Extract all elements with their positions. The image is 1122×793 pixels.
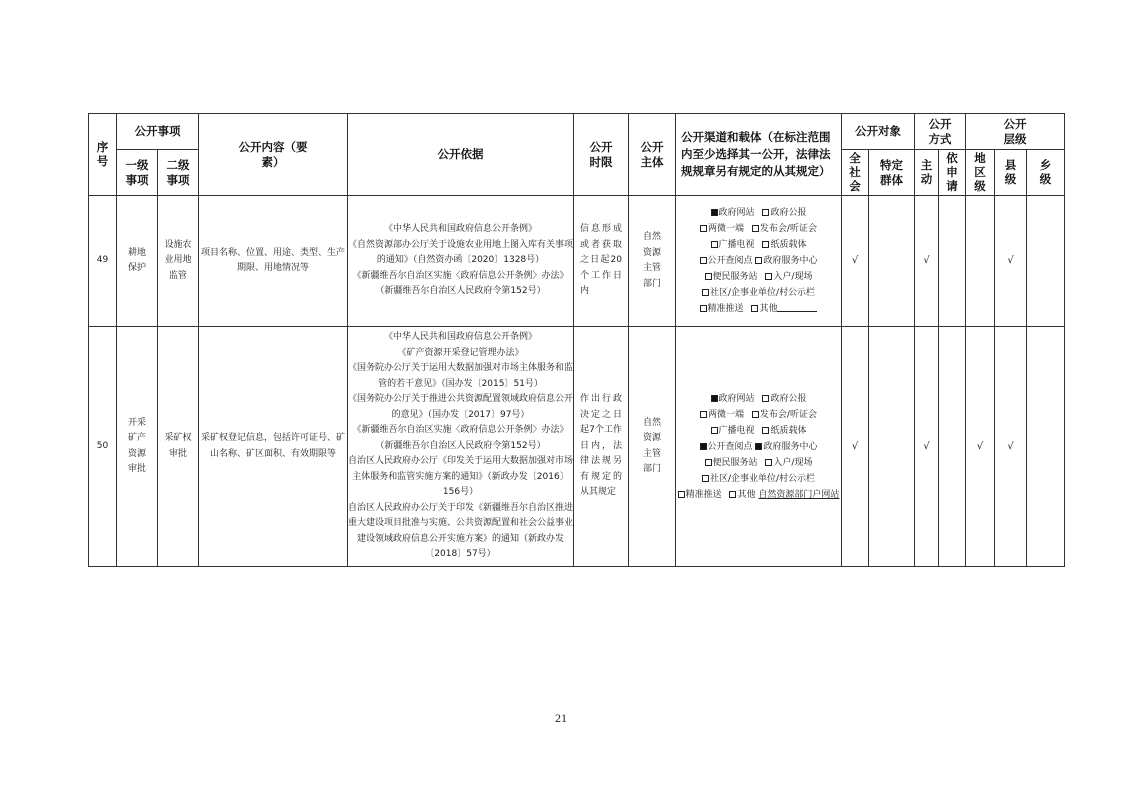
row-level-region [966,196,995,327]
checkbox-empty-icon [711,427,718,434]
basis-item: 《新疆维吾尔自治区实施〈政府信息公开条例〉办法》（新疆维吾尔自治区人民政府令第152号） [352,270,569,297]
checkbox-empty-icon [752,225,759,232]
channel-option: 社区/企事业单位/村公示栏 [702,288,815,298]
row-method-active: √ [915,196,939,327]
header-level1: 一级事项 [117,150,158,196]
channel-option: 精准推送 [700,304,744,314]
checkbox-empty-icon [678,491,685,498]
row-subject: 自然资源主管部门 [629,327,676,567]
row-seq: 49 [89,196,117,327]
row-level-county: √ [995,196,1027,327]
table-row [89,327,1065,567]
basis-item: 自治区人民政府办公厅关于印发《新疆维吾尔自治区推进重大建设项目批准与实施、公共资源配置和社会公益事业建设领域政府信息公开实施方案》的通知（新政办发〔2018〕57号） [348,502,574,560]
checkbox-empty-icon [762,241,769,248]
checkbox-checked-icon [711,395,718,402]
channel-option: 广播电视 [711,240,755,250]
header-method-active: 主动 [915,150,939,196]
header-method-apply: 依申请 [939,150,966,196]
channel-option: 其他 自然资源部门户网站 [729,490,839,500]
checkbox-empty-icon [755,257,762,264]
checkbox-empty-icon [711,241,718,248]
row-level-county: √ [995,327,1027,567]
other-blank [777,302,817,312]
channel-option: 便民服务站 [705,458,758,468]
channel-option: 政府网站 [711,208,755,218]
row-level-township [1027,327,1065,567]
checkbox-empty-icon [705,273,712,280]
channel-option: 发布会/听证会 [752,410,817,420]
row-level-township [1027,196,1065,327]
checkbox-empty-icon [762,209,769,216]
basis-item: 《自然资源部办公厅关于设施农业用地上图入库有关事项的通知》（自然资办函〔2020〕1328号） [348,239,574,266]
header-content: 公开内容（要素） [199,114,348,196]
basis-item: 自治区人民政府办公厅《印发关于运用大数据加强对市场主体服务和监管实施方案的通知》（新政办发〔2016〕156号） [348,456,574,498]
row-content: 采矿权登记信息，包括许可证号、矿山名称、矿区面积、有效期限等 [199,327,348,567]
row-level2: 设施农业用地监管 [158,196,199,327]
row-target-specific [869,327,915,567]
checkbox-empty-icon [705,459,712,466]
basis-item: 《中华人民共和国政府信息公开条例》 [383,332,537,343]
row-seq: 50 [89,327,117,567]
channel-option: 政府服务中心 [755,256,817,266]
channel-option: 广播电视 [711,426,755,436]
checkbox-checked-icon [755,443,762,450]
row-subject: 自然资源主管部门 [629,196,676,327]
header-target-all: 全社会 [842,150,869,196]
row-method-apply [939,327,966,567]
header-level2: 二级事项 [158,150,199,196]
row-target-all: √ [842,327,869,567]
basis-item: 《矿产资源开采登记管理办法》 [397,347,524,358]
table-row [89,196,1065,327]
checkbox-empty-icon [762,427,769,434]
checkbox-empty-icon [700,225,707,232]
checkbox-empty-icon [751,305,758,312]
checkbox-empty-icon [765,459,772,466]
basis-item: 《中华人民共和国政府信息公开条例》 [383,224,537,235]
checkbox-empty-icon [700,411,707,418]
channel-option: 纸质载体 [762,240,806,250]
header-items: 公开事项 [117,114,199,150]
checkbox-empty-icon [700,257,707,264]
header-level-county: 县级 [995,150,1027,196]
row-level2: 采矿权审批 [158,327,199,567]
header-level-township: 乡级 [1027,150,1065,196]
checkbox-empty-icon [702,289,709,296]
row-content: 项目名称、位置、用途、类型、生产期限、用地情况等 [199,196,348,327]
header-basis: 公开依据 [348,114,574,196]
row-time-limit: 作出行政决定之日起7个工作日内，法律法规另有规定的从其规定 [574,327,629,567]
basis-item: 《新疆维吾尔自治区实施〈政府信息公开条例〉办法》（新疆维吾尔自治区人民政府令第152号） [352,425,569,451]
page-number: 21 [555,711,567,725]
checkbox-checked-icon [711,209,718,216]
row-level-region: √ [966,327,995,567]
header-method: 公开方式 [915,114,966,150]
channel-option: 政府公报 [762,394,806,404]
checkbox-empty-icon [752,411,759,418]
basis-item: 《国务院办公厅关于推进公共资源配置领域政府信息公开的意见》（国办发〔2017〕97号） [348,394,574,420]
channel-option: 两微一端 [700,410,744,420]
channel-option: 社区/企事业单位/村公示栏 [702,474,815,484]
header-target: 公开对象 [842,114,915,150]
header-seq: 序号 [89,114,117,196]
row-time-limit: 信息形成或者获取之日起20个工作日内 [574,196,629,327]
other-fill: 自然资源部门户网站 [758,489,840,500]
row-method-active: √ [915,327,939,567]
header-subject: 公开主体 [629,114,676,196]
channel-option: 公开查阅点 [700,256,753,266]
row-channels [676,327,842,567]
channel-option: 两微一端 [700,224,744,234]
row-method-apply [939,196,966,327]
checkbox-empty-icon [702,475,709,482]
row-basis [348,196,574,327]
row-channels [676,196,842,327]
row-target-all: √ [842,196,869,327]
channel-option: 政府网站 [711,394,755,404]
header-time-limit: 公开时限 [574,114,629,196]
header-level: 公开层级 [966,114,1065,150]
row-level1: 开采矿产资源审批 [117,327,158,567]
header-target-specific: 特定群体 [869,150,915,196]
channel-option: 入户/现场 [765,272,812,282]
row-level1: 耕地保护 [117,196,158,327]
basis-item: 《国务院办公厅关于运用大数据加强对市场主体服务和监管的若干意见》（国办发〔2015〕51号） [348,363,574,389]
checkbox-checked-icon [700,443,707,450]
channel-option: 公开查阅点 [700,442,753,452]
header-channel: 公开渠道和载体（在标注范围内至少选择其一公开，法律法规规章另有规定的从其规定） [676,114,842,196]
header-level-region: 地区级 [966,150,995,196]
channel-option: 其他 [751,304,817,314]
checkbox-empty-icon [729,491,736,498]
row-basis [348,327,574,567]
channel-option: 发布会/听证会 [752,224,817,234]
checkbox-empty-icon [762,395,769,402]
checkbox-empty-icon [765,273,772,280]
channel-option: 纸质载体 [762,426,806,436]
row-target-specific [869,196,915,327]
channel-option: 精准推送 [678,490,722,500]
channel-option: 政府服务中心 [755,442,817,452]
channel-option: 政府公报 [762,208,806,218]
channel-option: 入户/现场 [765,458,812,468]
channel-option: 便民服务站 [705,272,758,282]
checkbox-empty-icon [700,305,707,312]
disclosure-table [88,113,1065,567]
table-header [89,114,1065,196]
